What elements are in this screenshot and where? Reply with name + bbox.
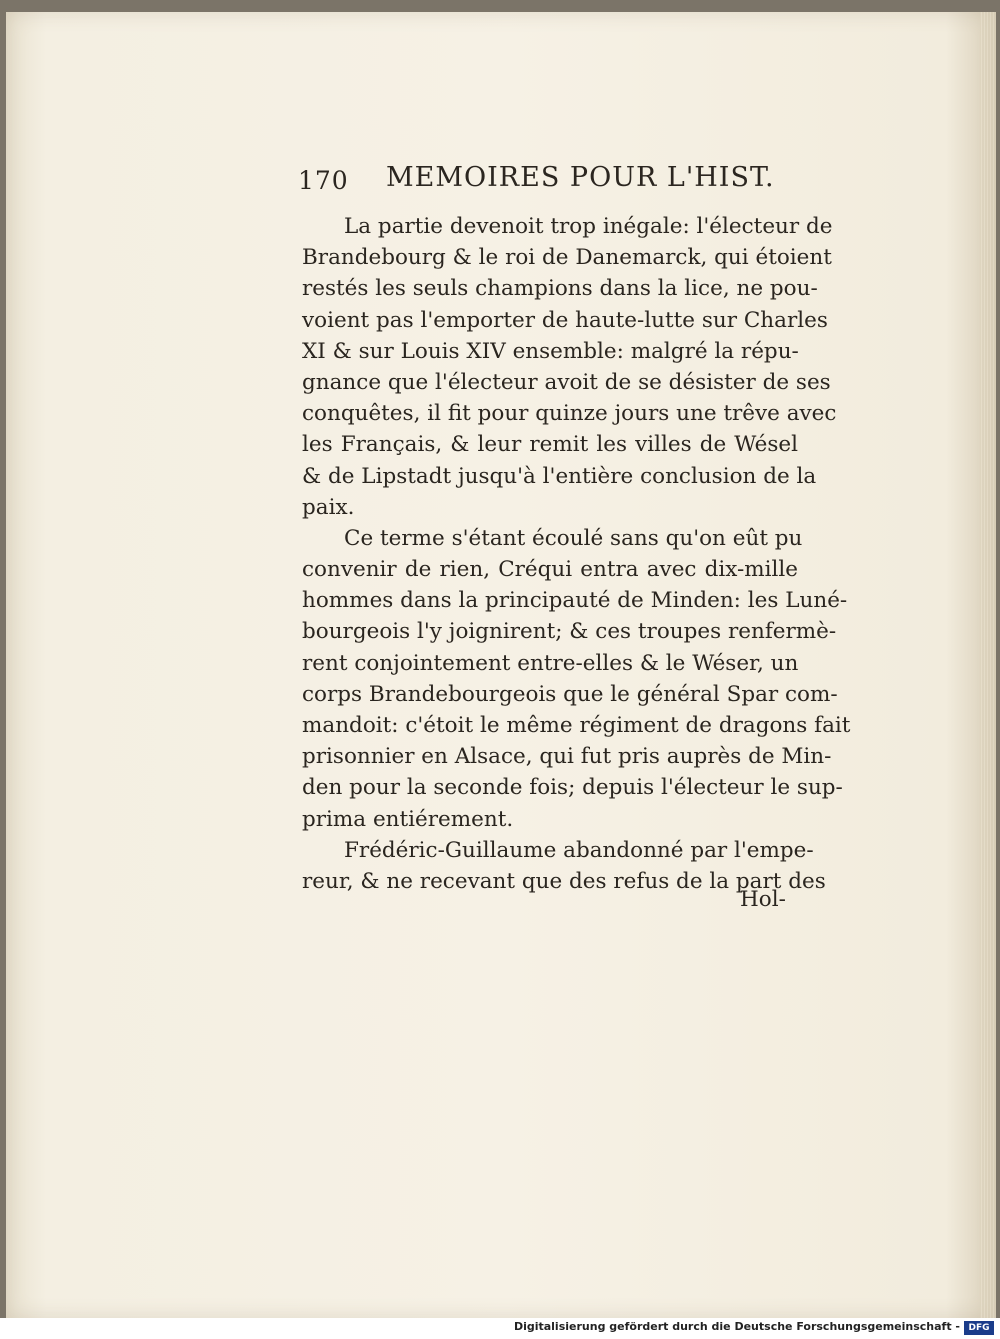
text-line: voient pas l'emporter de haute-lutte sur Charles bbox=[302, 307, 828, 333]
text-line: & de Lipstadt jusqu'à l'entière conclusion de la bbox=[302, 463, 817, 489]
text-line: corps Brandebourgeois que le général Spar com- bbox=[302, 681, 838, 707]
page-number: 170 bbox=[298, 166, 349, 195]
text-line: convenir de rien, Créqui entra avec dix-mille bbox=[302, 557, 798, 583]
text-line: les Français, & leur remit les villes de Wésel bbox=[302, 432, 798, 458]
text-line: bourgeois l'y joignirent; & ces troupes renfermè- bbox=[302, 619, 837, 645]
text-line: rent conjointement entre-elles & le Wéser, un bbox=[302, 650, 799, 676]
text-line: mandoit: c'étoit le même régiment de dragons fait bbox=[302, 713, 851, 738]
text-line: conquêtes, il fit pour quinze jours une trêve avec bbox=[302, 401, 837, 427]
text-line: prima entiérement. bbox=[302, 806, 514, 832]
text-line: hommes dans la principauté de Minden: les Luné- bbox=[302, 588, 848, 614]
text-line: den pour la seconde fois; depuis l'électeur le sup- bbox=[302, 775, 843, 801]
funding-credit: Digitalisierung gefördert durch die Deutsche Forschungsgemeinschaft - bbox=[513, 1320, 960, 1333]
text-line: La partie devenoit trop inégale: l'électeur de bbox=[344, 214, 833, 239]
text-line: reur, & ne recevant que des refus de la part des bbox=[302, 868, 826, 894]
text-line: prisonnier en Alsace, qui fut pris auprès de Min- bbox=[302, 744, 832, 770]
running-title: MEMOIRES POUR L'HIST. bbox=[386, 162, 775, 193]
page-header bbox=[298, 162, 778, 196]
text-line: paix. bbox=[302, 494, 355, 520]
text-line: Frédéric-Guillaume abandonné par l'empe- bbox=[344, 837, 814, 863]
text-line: Ce terme s'étant écoulé sans qu'on eût pu bbox=[344, 525, 803, 551]
page-edge bbox=[980, 12, 996, 1318]
text-line: restés les seuls champions dans la lice, ne pou- bbox=[302, 276, 818, 302]
text-line: XI & sur Louis XIV ensemble: malgré la répu- bbox=[302, 338, 799, 364]
text-line: gnance que l'électeur avoit de se désister de ses bbox=[302, 369, 831, 395]
digitization-footer bbox=[0, 1318, 1000, 1339]
body-text bbox=[302, 211, 851, 897]
catchword: Hol- bbox=[740, 887, 786, 912]
text-line: Brandebourg & le roi de Danemarck, qui étoient bbox=[302, 245, 832, 271]
dfg-logo: DFG bbox=[964, 1321, 994, 1335]
